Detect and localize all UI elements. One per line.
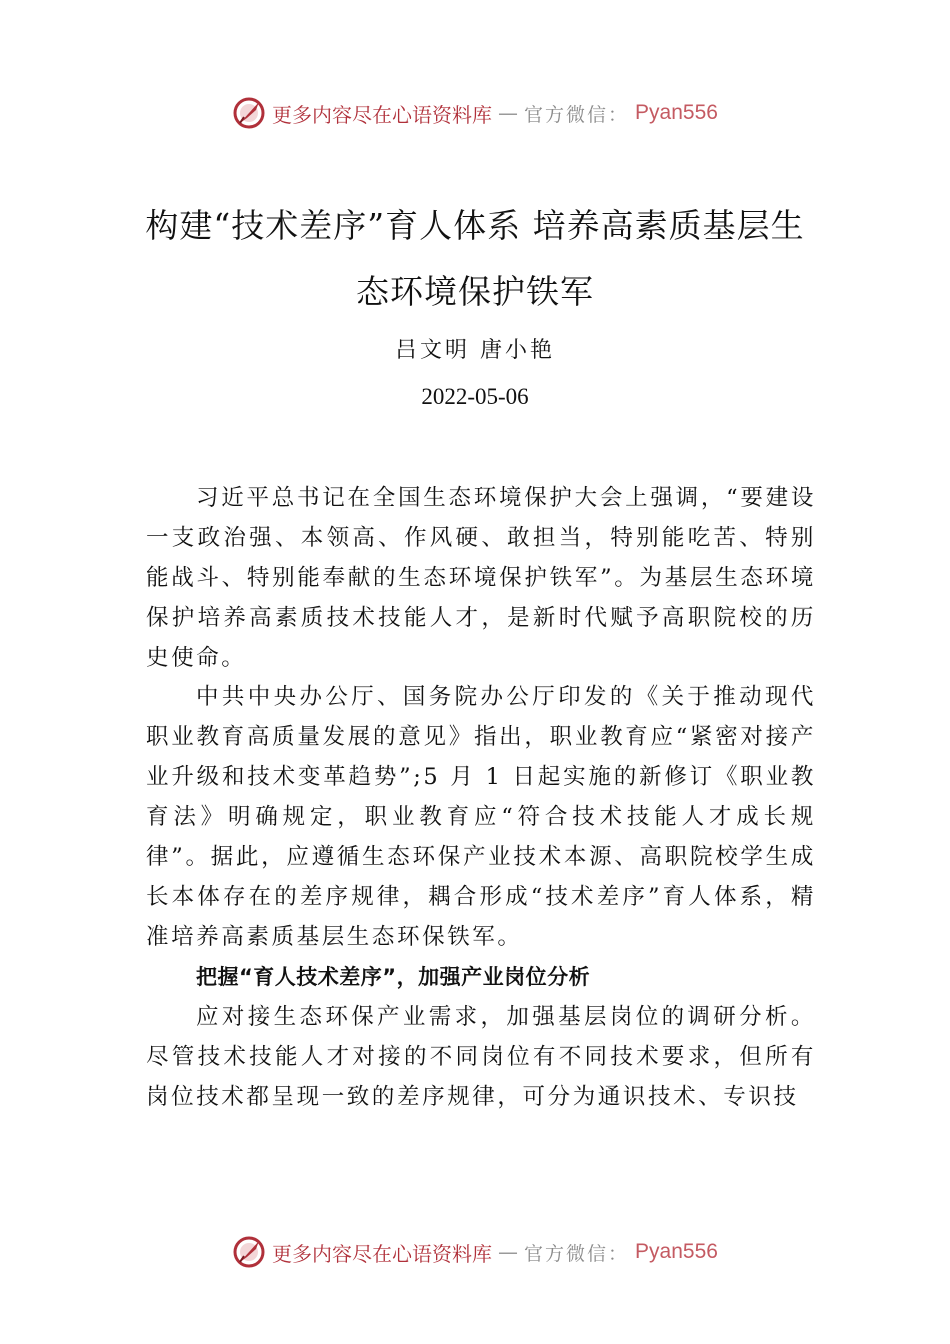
watermark-separator: — — [498, 1240, 519, 1264]
watermark-separator: — — [498, 101, 519, 125]
watermark-label: 官方微信： — [524, 1242, 630, 1265]
section-paragraph: 应对接生态环保产业需求，加强基层岗位的调研分析。尽管技术技能人才对接的不同岗位有不同技术要求，但所有岗位技术都呈现一致的差序规律，可分为通识技术、专识技 — [146, 1004, 816, 1110]
watermark-label: 官方微信： — [524, 103, 630, 126]
section-heading: 把握“育人技术差序”，加强产业岗位分析 — [196, 965, 591, 989]
article-date: 2022-05-06 — [421, 384, 529, 409]
watermark-text: 更多内容尽在心语资料库 — [272, 102, 493, 127]
body-paragraph: 习近平总书记在全国生态环境保护大会上强调，“要建设一支政治强、本领高、作风硬、敢担当，特别能吃苦、特别能战斗、特别能奉献的生态环境保护铁军”。为基层生态环境保护培养高素质技术技能人才，是新时代赋予高职院校的历史使命。 — [146, 485, 816, 671]
watermark-footer — [0, 1232, 950, 1272]
watermark-text: 更多内容尽在心语资料库 — [272, 1241, 493, 1266]
quill-logo-icon — [232, 96, 266, 130]
watermark-header — [0, 93, 950, 133]
body-paragraph: 中共中央办公厅、国务院办公厅印发的《关于推动现代职业教育高质量发展的意见》指出，职业教育应“紧密对接产业升级和技术变革趋势”;5 月 1 日起实施的新修订《职业教育法》明确规定，职业教育应“符合技术技能人才成长规律”。据此，应遵循生态环保产业技术本源、高职院校学生成长本体存在的差序规律，耦合形成“技术差序”育人体系，精准培养高素质基层生态环保铁军。 — [146, 684, 816, 950]
article-authors: 吕文明 唐小艳 — [395, 338, 555, 363]
quill-logo-icon — [232, 1235, 266, 1269]
article-title: 构建“技术差序”育人体系 培养高素质基层生态环境保护铁军 — [145, 206, 805, 311]
watermark-wechat-id: Pyan556 — [635, 101, 718, 124]
watermark-wechat-id: Pyan556 — [635, 1240, 718, 1263]
